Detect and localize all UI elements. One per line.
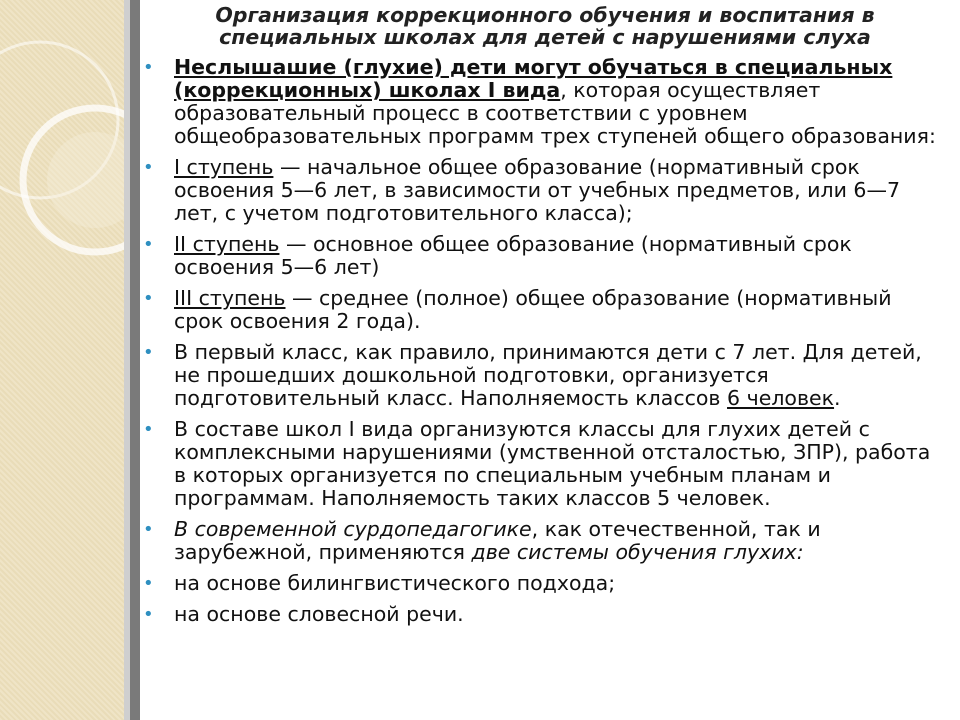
- bullet-dot: •: [143, 419, 154, 440]
- bullet-9-text: на основе словесной речи.: [174, 602, 464, 626]
- bullet-4-lead: III ступень: [174, 286, 286, 310]
- bullet-5-text: В первый класс, как правило, принимаются дети с 7 лет. Для детей, не прошедших дошкольной подготовки, организуется подготовительный класс. Наполняемость классов: [174, 340, 922, 410]
- bullet-dot: •: [143, 157, 154, 178]
- bullet-4-text: — среднее (полное) общее образование (нормативный срок освоения 2 года).: [174, 286, 892, 333]
- title-line-2: специальных школах для детей с нарушениями слуха: [219, 25, 871, 49]
- bullet-5-end: .: [834, 386, 841, 410]
- bullet-item-1: [143, 56, 943, 148]
- bullet-3-text: — основное общее образование (нормативный срок освоения 5—6 лет): [174, 232, 852, 279]
- bullet-list: [143, 56, 943, 634]
- bullet-item-2: [143, 156, 943, 225]
- bullet-7-italic-end: две системы обучения глухих:: [471, 540, 804, 564]
- bullet-dot: •: [143, 57, 154, 78]
- bullet-item-4: [143, 287, 943, 333]
- bullet-dot: •: [143, 342, 154, 363]
- decorative-circles: [0, 0, 140, 720]
- bullet-6-text: В составе школ I вида организуются классы для глухих детей с комплексными нарушениями (умственной отсталостью, ЗПР), работа в которых организуется по специальным учебным планам и программам. Наполняемость таких классов 5 человек.: [174, 417, 931, 510]
- bullet-dot: •: [143, 573, 154, 594]
- title-line-1: Организация коррекционного обучения и воспитания в: [215, 3, 875, 27]
- bullet-3-lead: II ступень: [174, 232, 280, 256]
- bullet-item-6: [143, 418, 943, 510]
- bullet-5-underlined: 6 человек: [727, 386, 835, 410]
- bullet-item-5: [143, 341, 943, 410]
- bullet-item-9: [143, 603, 943, 626]
- bullet-1-text: , которая осуществляет образовательный процесс в соответствии с уровнем общеобразовательных программ трех ступеней общего образования:: [174, 78, 936, 148]
- bullet-2-lead: I ступень: [174, 155, 274, 179]
- decorative-side-panel: [0, 0, 140, 720]
- bullet-2-text: — начальное общее образование (нормативный срок освоения 5—6 лет, в зависимости от учебных предметов, или 6—7 лет, с учетом подготовительного класса);: [174, 155, 900, 225]
- bullet-item-7: [143, 518, 943, 564]
- bullet-7-italic-lead: В современной сурдопедагогике: [174, 517, 532, 541]
- bullet-dot: •: [143, 519, 154, 540]
- panel-stripe-dark: [130, 0, 140, 720]
- bullet-1-lead: Неслышашие (глухие) дети могут обучаться в специальных (коррекционных) школах I вида: [174, 55, 893, 102]
- bullet-item-3: [143, 233, 943, 279]
- bullet-7-text: , как отечественной, так и зарубежной, применяются: [174, 517, 821, 564]
- bullet-dot: •: [143, 234, 154, 255]
- bullet-dot: •: [143, 288, 154, 309]
- bullet-dot: •: [143, 604, 154, 625]
- bullet-item-8: [143, 572, 943, 595]
- bullet-8-text: на основе билингвистического подхода;: [174, 571, 616, 595]
- slide-title: [150, 4, 940, 48]
